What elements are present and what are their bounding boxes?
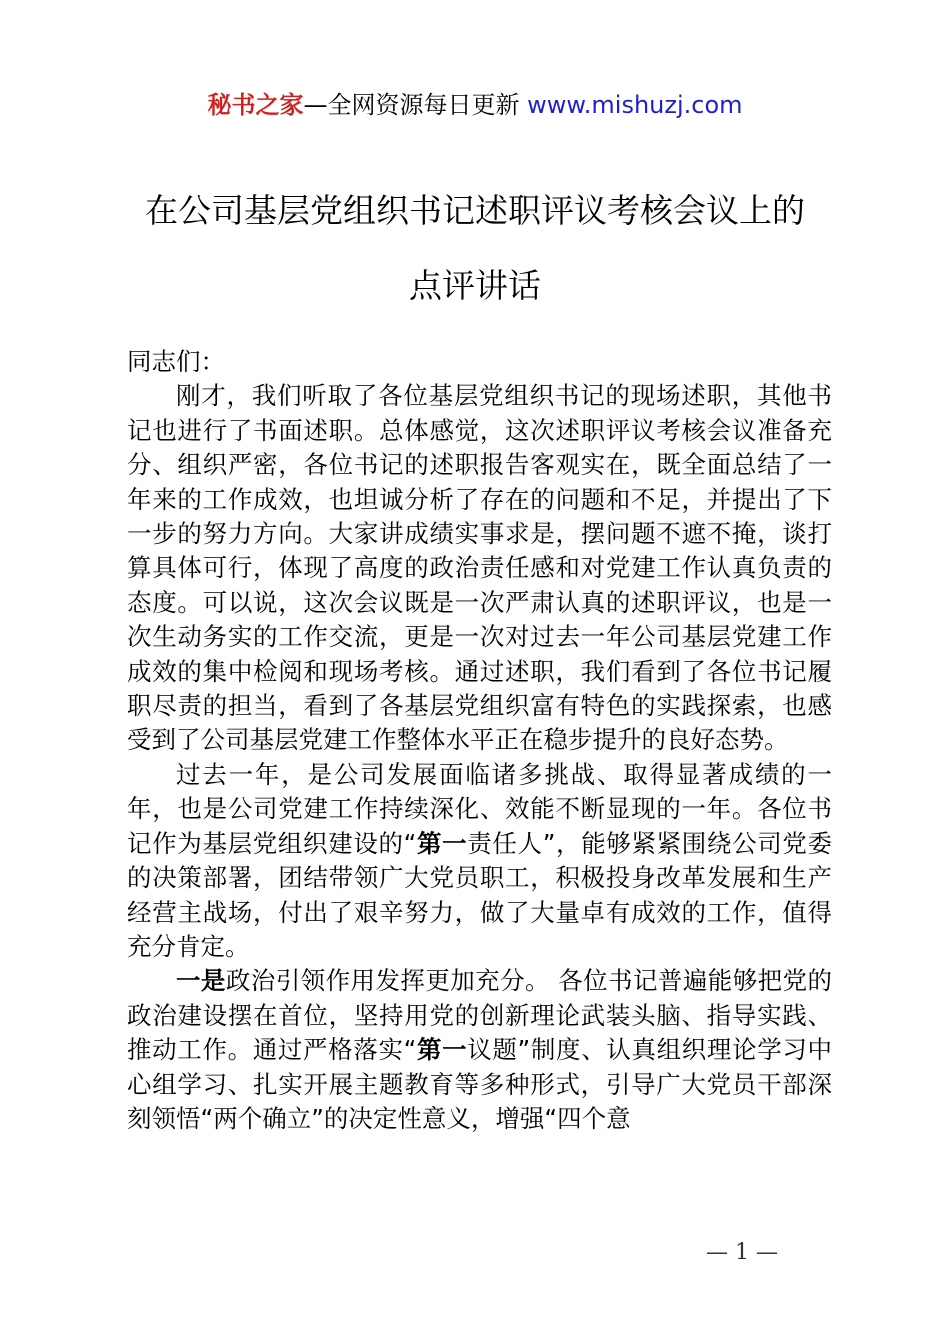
- paragraph-2-text-a: 过去一年，是公司发展面临诸多挑战、取得显著成绩的一年，也是公司党建工作持续深化、效能不断显现的一年。各位书记作为基层党组织建设的“: [127, 759, 832, 858]
- site-url[interactable]: www.mishuzj.com: [527, 91, 743, 119]
- title-line-2: 点评讲话: [409, 266, 541, 305]
- site-header: [0, 88, 950, 122]
- paragraph-3-lead: 一是: [176, 966, 226, 996]
- paragraph-3-text-b: 议题”制度、认真组织理论学习中心组学习、扎实开展主题教育等多种形式，引导广大党员干部深刻领悟“两个确立”的决定性意义，增强“四个意: [127, 1035, 833, 1133]
- title-line-1: 在公司基层党组织书记述职评议考核会议上的: [145, 191, 805, 230]
- brand-name: 秘书之家: [207, 91, 304, 119]
- paragraph-2: [127, 758, 832, 964]
- page-number: — 1 —: [706, 1240, 778, 1265]
- paragraph-3: [127, 964, 832, 1136]
- paragraph-2-text-b: 责任人”，能够紧紧围绕公司党委的决策部署，团结带领广大党员职工，积极投身改革发展和生产经营主战场，付出了艰辛努力，做了大量卓有成效的工作，值得充分肯定。: [127, 828, 833, 961]
- salutation: 同志们：: [127, 347, 225, 376]
- paragraph-2-bold: 第一: [416, 828, 468, 858]
- paragraph-3-text-a: 政治引领作用发挥更加充分。 各位书记普遍能够把党的政治建设摆在首位，坚持用党的创新理论武装头脑、指导实践、推动工作。通过严格落实“: [127, 966, 833, 1065]
- header-dash: —: [303, 91, 328, 119]
- document-title: [0, 186, 950, 311]
- header-tagline: 全网资源每日更新: [327, 91, 520, 119]
- paragraph-1: 刚才，我们听取了各位基层党组织书记的现场述职，其他书记也进行了书面述职。总体感觉，这次述职评议考核会议准备充分、组织严密，各位书记的述职报告客观实在，既全面总结了一年来的工作成效，也坦诚分析了存在的问题和不足，并提出了下一步的努力方向。大家讲成绩实事求是，摆问题不遮不掩，谈打算具体可行，体现了高度的政治责任感和对党建工作认真负责的态度。可以说，这次会议既是一次严肃认真的述职评议，也是一次生动务实的工作交流，更是一次对过去一年公司基层党建工作成效的集中检阅和现场考核。通过述职，我们看到了各位书记履职尽责的担当，看到了各基层党组织富有特色的实践探索，也感受到了公司基层党建工作整体水平正在稳步提升的良好态势。: [127, 381, 832, 755]
- paragraph-3-bold: 第一: [416, 1035, 468, 1065]
- document-body: [127, 345, 832, 1136]
